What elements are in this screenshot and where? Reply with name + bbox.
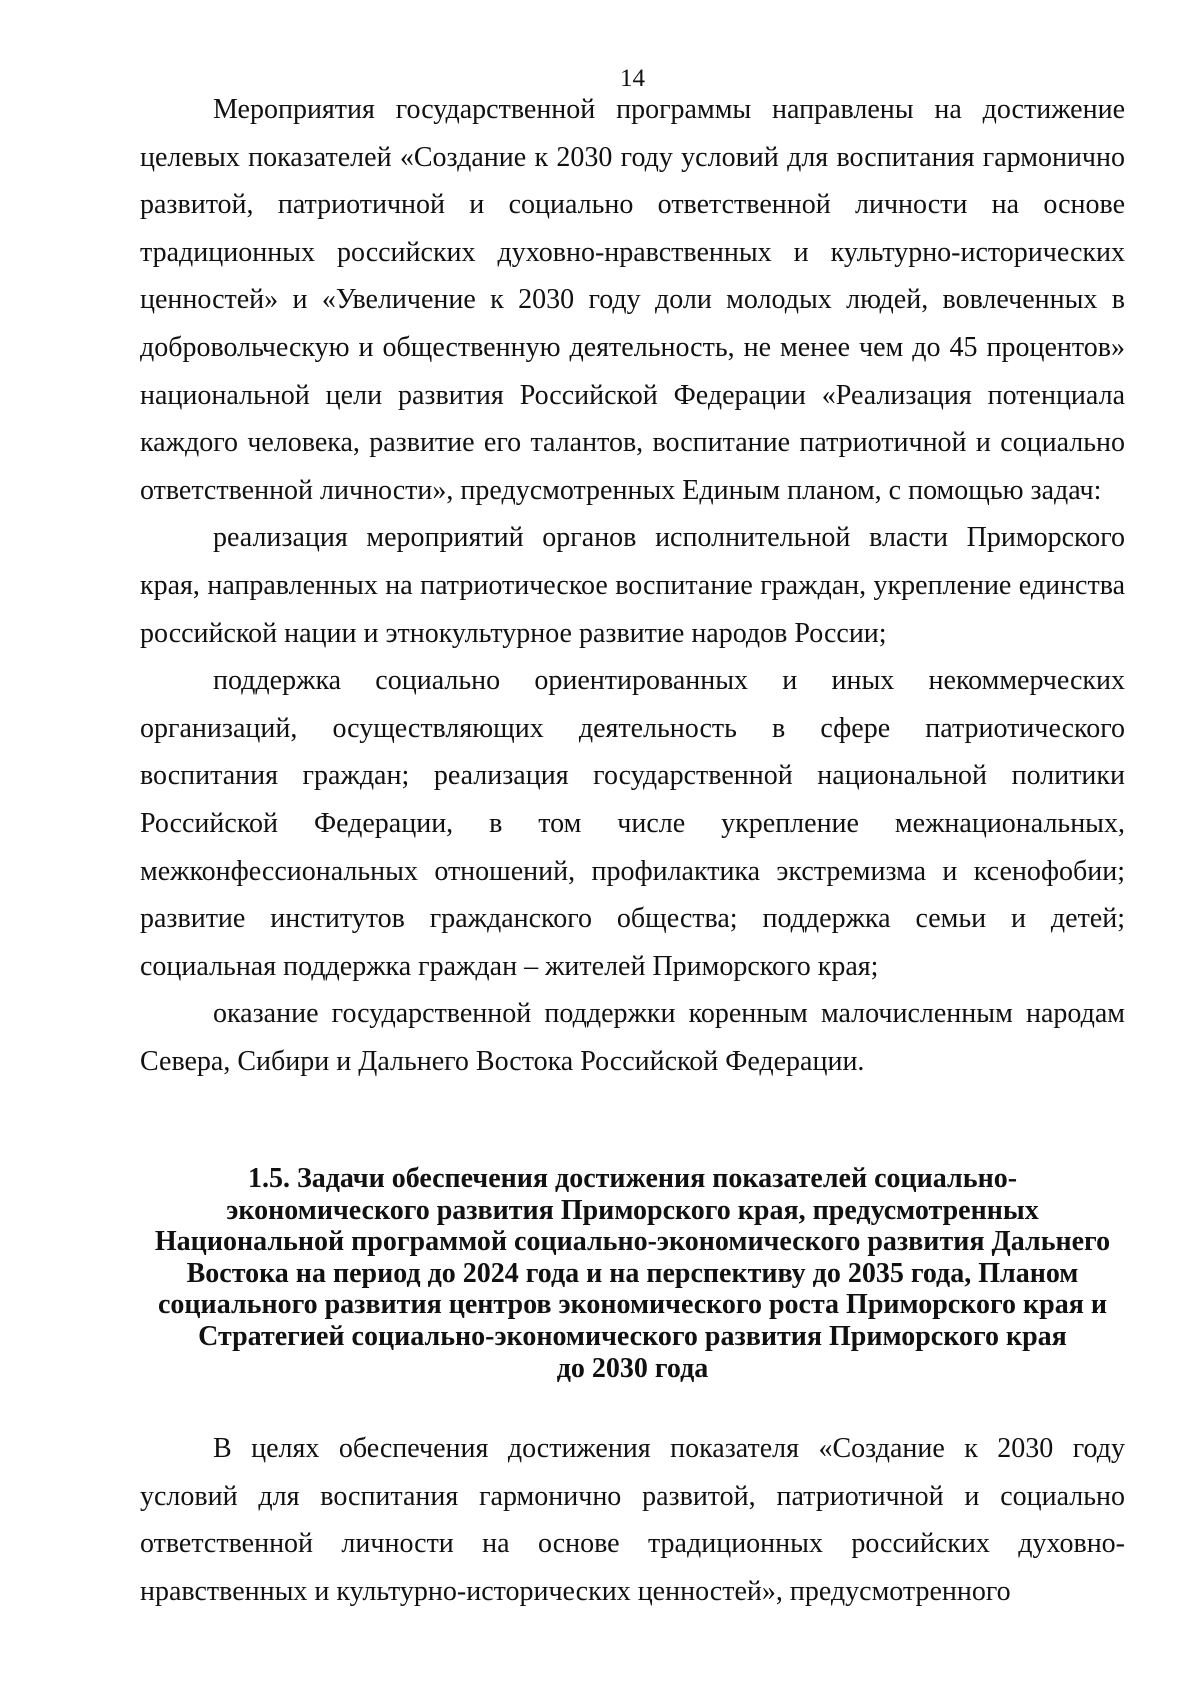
section-heading-line: до 2030 года [556,1352,709,1384]
section-heading [140,1163,1125,1384]
paragraph-section-intro: В целях обеспечения достижения показателя «Создание к 2030 году условий для воспитания гармонично развитой, патриотичной и социально ответственной личности на основе традиционных российских духовно-нравственных и культурно-исторических ценностей», предусмотренного [140,1433,1125,1607]
section-heading-line: Национальной программой социально-экономического развития Дальнего [154,1226,1111,1258]
body-text [140,86,1125,1085]
paragraph-task-2: поддержка социально ориентированных и иных некоммерческих организаций, осуществляющих деятельность в сфере патриотического воспитания граждан; реализация государственной национальной политики Российской Федерации, в том числе укрепление межнациональных, межконфессиональных отношений, профилактика экстремизма и ксенофобии; развитие институтов гражданского общества; поддержка семьи и детей; социальная поддержка граждан – жителей Приморского края; [140,665,1125,982]
section-heading-line: Стратегией социально-экономического развития Приморского края [198,1320,1067,1352]
page-number: 14 [620,65,645,92]
section-heading-line: 1.5. Задачи обеспечения достижения показателей социально- [247,1163,1018,1194]
paragraph-task-3: оказание государственной поддержки коренным малочисленным народам Севера, Сибири и Дальнего Востока Российской Федерации. [140,998,1125,1077]
section-body-text [140,1425,1125,1615]
section-heading-line: экономического развития Приморского края, предусмотренных [226,1194,1039,1226]
paragraph-task-1: реализация мероприятий органов исполнительной власти Приморского края, направленных на патриотическое воспитание граждан, укрепление единства российской нации и этнокультурное развитие народов России; [140,522,1125,649]
section-heading-line: социального развития центров экономического роста Приморского края и [158,1289,1107,1321]
section-heading-line: Востока на период до 2024 года и на перспективу до 2035 года, Планом [186,1257,1079,1289]
paragraph-program-goals: Мероприятия государственной программы направлены на достижение целевых показателей «Создание к 2030 году условий для воспитания гармонично развитой, патриотичной и социально ответственной личности на основе традиционных российских духовно-нравственных и культурно-исторических ценностей» и «Увеличение к 2030 году доли молодых людей, вовлеченных в добровольческую и общественную деятельность, не менее чем до 45 процентов» национальной цели развития Российской Федерации «Реализация потенциала каждого человека, развитие его талантов, воспитание патриотичной и социально ответственной личности», предусмотренных Единым планом, с помощью задач: [140,94,1125,506]
